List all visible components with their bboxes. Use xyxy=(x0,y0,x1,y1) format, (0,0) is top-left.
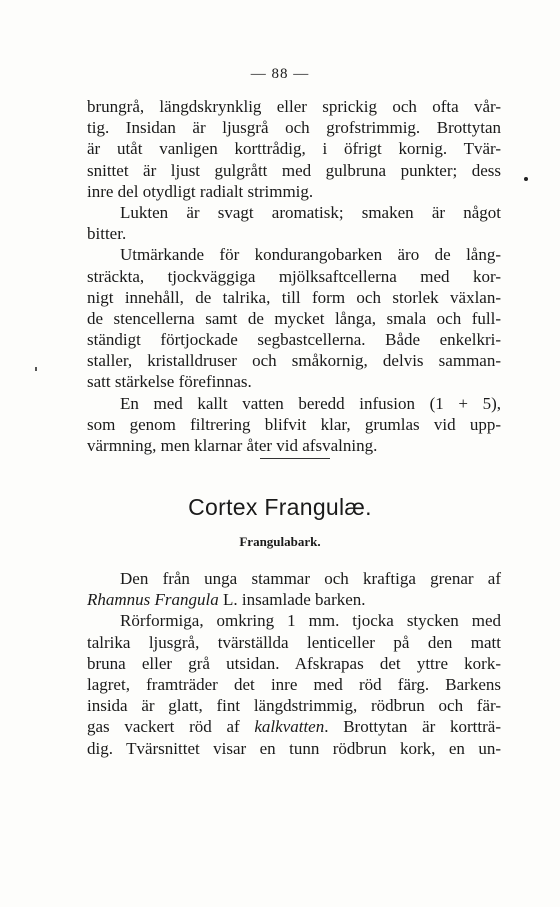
text-line: talrika ljusgrå, tvärställda lenticeller på den matt xyxy=(87,632,501,652)
body-text-frangula xyxy=(87,568,501,759)
text-line: värmning, men klarnar åter vid afsvalning. xyxy=(87,436,378,455)
text-line: Den från unga stammar och kraftiga grenar af xyxy=(120,569,501,588)
text-line: Utmärkande för kondurangobarken äro de lång- xyxy=(120,245,501,265)
text-line: bruna eller grå utsidan. Afskrapas det yttre kork- xyxy=(87,653,501,673)
text-line: sträckta, tjockväggiga mjölksaftcellerna med kor- xyxy=(87,266,501,286)
text-line: är utåt vanligen korttrådig, i öfrigt kornig. Tvär- xyxy=(87,139,501,159)
page-number: — 88 — xyxy=(250,66,310,82)
text-line: som genom filtrering blifvit klar, grumlas vid upp- xyxy=(87,414,501,434)
text-line: snittet är ljust gulgrått med gulbruna punkter; dess xyxy=(87,160,501,180)
text-line: tig. Insidan är ljusgrå och grofstrimmig. Brottytan xyxy=(87,118,501,138)
text-line: bitter. xyxy=(87,224,127,244)
section-heading: Cortex Frangulæ. xyxy=(188,494,372,520)
body-text-condurango xyxy=(87,96,501,456)
italic-term: Rhamnus Frangula xyxy=(87,590,219,610)
text-line: Lukten är svagt aromatisk; smaken är något xyxy=(120,202,501,222)
text-line: En med kallt vatten beredd infusion (1 + 5), xyxy=(120,393,501,413)
text-line: nigt innehåll, de talrika, till form och storlek växlan- xyxy=(87,287,501,307)
text-line: Rhamnus Frangula L. insamlade barken. xyxy=(87,590,366,610)
text-line: de stencellerna samt de mycket långa, smala och full- xyxy=(87,308,501,328)
section-subheading: Frangulabark. xyxy=(239,534,321,549)
text-line: ständigt förtjockade segbastcellerna. Både enkelkri- xyxy=(87,330,501,350)
section-divider xyxy=(260,458,330,459)
text-line: satt stärkelse förefinnas. xyxy=(87,372,252,392)
text-line: gas vackert röd af kalkvatten. Brottytan är kortträ- xyxy=(87,717,501,737)
text-line: staller, kristalldruser och småkornig, delvis samman- xyxy=(87,351,501,371)
italic-term: kalkvatten xyxy=(254,717,325,737)
text-line: inre del otydligt radialt strimmig. xyxy=(87,181,314,201)
text-line: Rörformiga, omkring 1 mm. tjocka stycken med xyxy=(120,611,501,631)
text-line: dig. Tvärsnittet visar en tunn rödbrun kork, en un- xyxy=(87,738,501,758)
text-line: lagret, framträder det inre med röd färg. Barkens xyxy=(87,674,501,694)
text-line: insida är glatt, fint längdstrimmig, rödbrun och fär- xyxy=(87,696,501,716)
margin-mark xyxy=(35,367,37,371)
text-line: brungrå, längdskrynklig eller sprickig och ofta vår- xyxy=(87,97,501,116)
margin-speck xyxy=(524,177,528,181)
